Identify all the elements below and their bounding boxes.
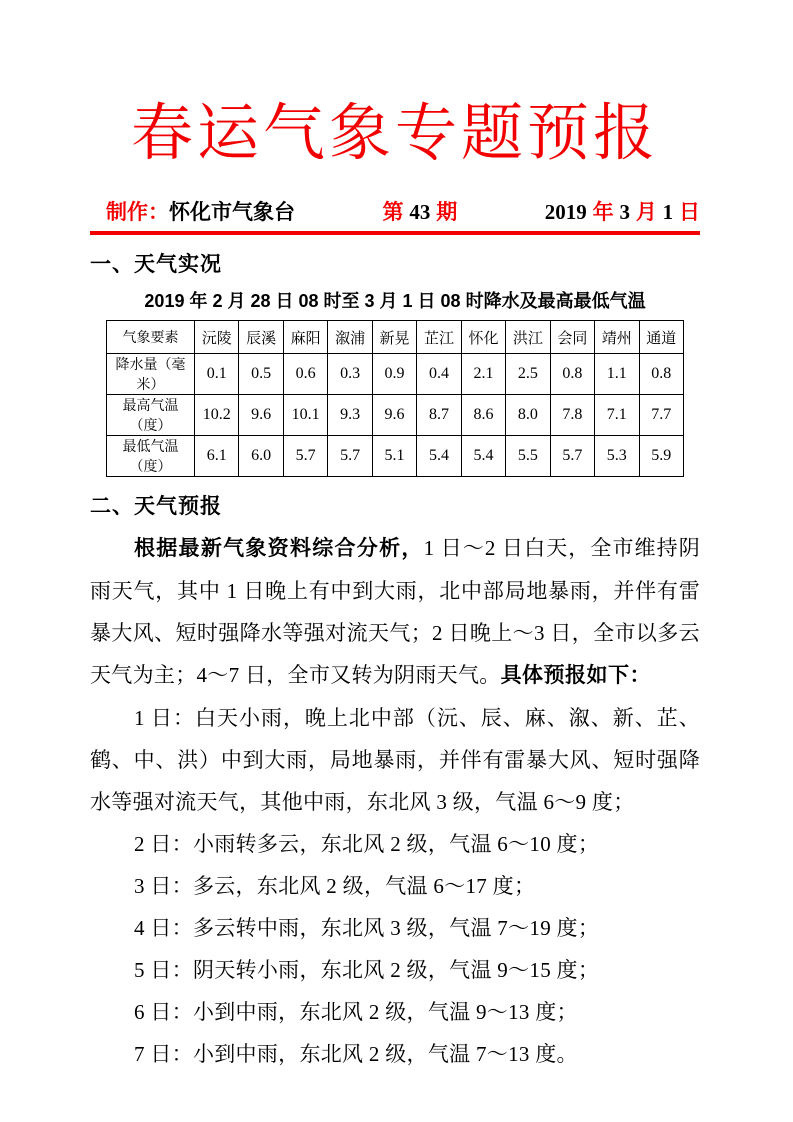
table-row-precipitation <box>107 354 684 395</box>
issue-number <box>383 196 458 226</box>
forecast-day-5: 5 日：阴天转小雨，东北风 2 级，气温 9～15 度； <box>134 958 600 982</box>
forecast-day-4: 4 日：多云转中雨，东北风 3 级，气温 7～19 度； <box>134 916 600 940</box>
table-cell: 2.1 <box>461 354 505 395</box>
weather-table-title: 2019 年 2 月 28 日 08 时至 3 月 1 日 08 时降水及最高最低气温 <box>144 291 646 311</box>
table-cell: 8.7 <box>417 395 461 436</box>
date-day: 1 <box>662 200 674 224</box>
row-label: 降水量（毫米） <box>107 354 195 395</box>
page-title: 春运气象专题预报 <box>130 100 659 168</box>
table-cell: 9.6 <box>239 395 283 436</box>
forecast-day-6: 6 日：小到中雨，东北风 2 级，气温 9～13 度； <box>134 1000 578 1024</box>
table-cell: 5.7 <box>283 436 327 477</box>
section-heading-forecast: 二、天气预报 <box>90 495 222 518</box>
producer-label: 制作： <box>106 201 169 224</box>
table-cell: 5.7 <box>328 436 372 477</box>
forecast-intro-lead: 根据最新气象资料综合分析， <box>134 537 424 560</box>
date-day-unit: 日 <box>679 201 700 224</box>
forecast-intro-body: 1 日～2 日白天，全市维持阴雨天气，其中 1 日晚上有中到大雨，北中部局地暴雨，并伴有雷暴大风、短时强降水等强对流天气；2 日晚上～3 日，全市以多云天气为主；4～7 日，全市又转为阴雨天气。 <box>90 536 700 687</box>
table-header-cell: 洪江 <box>506 321 550 354</box>
table-cell: 5.5 <box>506 436 550 477</box>
table-header-cell: 靖州 <box>595 321 639 354</box>
date-year: 2019 <box>544 200 587 224</box>
table-cell: 7.8 <box>550 395 594 436</box>
table-cell: 5.4 <box>461 436 505 477</box>
table-header-cell: 气象要素 <box>107 321 195 354</box>
table-header-cell: 怀化 <box>461 321 505 354</box>
table-cell: 0.3 <box>328 354 372 395</box>
table-header-cell: 新晃 <box>372 321 416 354</box>
table-cell: 0.5 <box>239 354 283 395</box>
issue-prefix: 第 <box>382 201 404 224</box>
forecast-day-7: 7 日：小到中雨，东北风 2 级，气温 7～13 度。 <box>134 1042 578 1066</box>
table-cell: 5.3 <box>595 436 639 477</box>
table-cell: 8.6 <box>461 395 505 436</box>
issue-suffix: 期 <box>436 201 458 224</box>
issue-number-value: 43 <box>409 200 431 224</box>
table-cell: 1.1 <box>595 354 639 395</box>
table-cell: 9.6 <box>372 395 416 436</box>
forecast-day-2: 2 日：小雨转多云，东北风 2 级，气温 6～10 度； <box>134 832 600 856</box>
table-cell: 5.1 <box>372 436 416 477</box>
table-header-cell: 通道 <box>639 321 683 354</box>
table-cell: 0.1 <box>195 354 239 395</box>
table-header-cell: 麻阳 <box>283 321 327 354</box>
table-row-min-temp <box>107 436 684 477</box>
forecast-day-1: 1 日：白天小雨，晚上北中部（沅、辰、麻、溆、新、芷、鹤、中、洪）中到大雨，局地暴雨，并伴有雷暴大风、短时强降水等强对流天气，其他中雨，东北风 3 级，气温 6～9 度； <box>90 706 700 814</box>
table-cell: 2.5 <box>506 354 550 395</box>
section-heading-actual-weather: 一、天气实况 <box>90 253 222 276</box>
table-cell: 5.7 <box>550 436 594 477</box>
table-cell: 0.8 <box>550 354 594 395</box>
row-label: 最高气温（度） <box>107 395 195 436</box>
forecast-day-3: 3 日：多云，东北风 2 级，气温 6～17 度； <box>134 874 536 898</box>
table-header-row <box>107 321 684 354</box>
table-cell: 5.4 <box>417 436 461 477</box>
table-row-max-temp <box>107 395 684 436</box>
table-cell: 0.4 <box>417 354 461 395</box>
producer-name: 怀化市气象台 <box>169 201 295 224</box>
table-cell: 5.9 <box>639 436 683 477</box>
table-cell: 0.8 <box>639 354 683 395</box>
table-cell: 7.1 <box>595 395 639 436</box>
row-label: 最低气温（度） <box>107 436 195 477</box>
masthead-divider <box>90 231 700 235</box>
date-year-unit: 年 <box>592 201 614 224</box>
producer <box>106 196 295 226</box>
forecast-intro-tail: 具体预报如下： <box>500 664 652 687</box>
weather-observation-table <box>106 320 684 477</box>
table-header-cell: 溆浦 <box>328 321 372 354</box>
table-header-cell: 芷江 <box>417 321 461 354</box>
table-cell: 0.9 <box>372 354 416 395</box>
date-month: 3 <box>619 200 630 224</box>
table-header-cell: 沅陵 <box>195 321 239 354</box>
table-cell: 6.0 <box>239 436 283 477</box>
table-cell: 0.6 <box>283 354 327 395</box>
table-cell: 6.1 <box>195 436 239 477</box>
table-header-cell: 辰溪 <box>239 321 283 354</box>
table-header-cell: 会同 <box>550 321 594 354</box>
table-cell: 8.0 <box>506 395 550 436</box>
forecast-intro-paragraph <box>90 527 700 697</box>
issue-date <box>545 196 700 226</box>
table-cell: 10.1 <box>283 395 327 436</box>
table-cell: 10.2 <box>195 395 239 436</box>
date-month-unit: 月 <box>635 201 657 224</box>
table-cell: 9.3 <box>328 395 372 436</box>
masthead <box>90 196 700 226</box>
table-cell: 7.7 <box>639 395 683 436</box>
